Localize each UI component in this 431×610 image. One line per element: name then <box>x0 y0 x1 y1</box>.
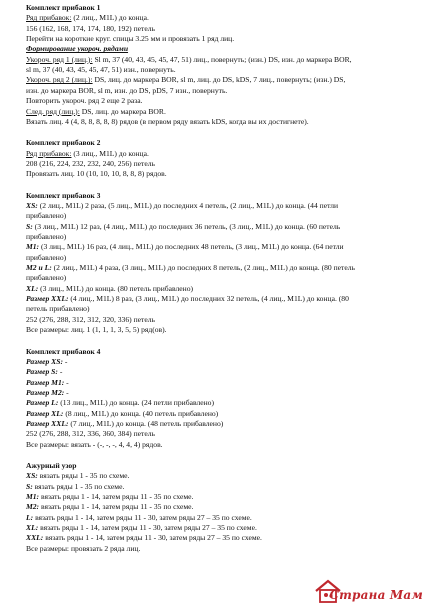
text-line <box>26 242 419 252</box>
text-line <box>26 75 419 85</box>
size-label: S: <box>26 221 33 231</box>
line-text: прибавлено) <box>26 211 67 221</box>
size-label: L: <box>26 512 34 522</box>
subheading: Формирование укороч. рядами <box>26 44 129 54</box>
text-line <box>26 502 419 512</box>
line-text: DS, лиц. до маркера BOR. <box>79 106 166 116</box>
size-label: M1: <box>26 242 40 252</box>
text-line <box>26 13 419 23</box>
text-line <box>26 34 419 44</box>
size-label: Размер XS: <box>26 356 64 366</box>
size-label: S: <box>26 481 33 491</box>
size-label: Размер XL: <box>26 408 64 418</box>
text-line <box>26 107 419 117</box>
line-text: прибавлено) <box>26 252 67 262</box>
text-line <box>26 263 419 273</box>
text-line <box>26 55 419 65</box>
text-line <box>26 294 419 304</box>
line-text: Перейти на короткие круг. спицы 3.25 мм и провязать 1 ряд лиц. <box>26 34 235 44</box>
line-text: вязать ряды 1 - 35 по схеме. <box>32 481 125 491</box>
line-text: вязать ряды 1 - 14, затем ряды 11 - 30, затем ряды 27 – 35 по схеме. <box>38 523 257 533</box>
line-text: прибавлено) <box>26 273 67 283</box>
line-text: (3 лиц., M1L) до конца. <box>71 148 149 158</box>
section-title: Комплект прибавок 3 <box>26 190 101 200</box>
row-label: След. ряд (лиц.): <box>26 106 80 116</box>
size-label: XL: <box>26 283 39 293</box>
text-line <box>26 325 419 335</box>
line-text: (3 лиц., M1L) 16 раз, (4 лиц., M1L) до последних 48 петель, (3 лиц., M1L) до конца. (64 петли <box>39 242 344 252</box>
line-text: вязать ряды 1 - 14, затем ряды 11 - 35 по схеме. <box>39 502 194 512</box>
line-text: DS, лиц. до маркера BOR, sl m, лиц. до DS, kDS, 7 лиц., повернуть; (изн.) DS, <box>92 75 346 85</box>
line-text: (13 лиц., M1L) до конца. (24 петли прибавлено) <box>58 398 214 408</box>
line-text: - <box>64 387 69 397</box>
text-line <box>26 378 419 388</box>
text-line <box>26 232 419 242</box>
text-line <box>26 544 419 554</box>
line-text: - <box>63 356 68 366</box>
section-title: Комплект прибавок 2 <box>26 138 101 148</box>
line-text: Sl m, 37 (40, 43, 45, 45, 47, 51) лиц., повернуть; (изн.) DS, изн. до маркера BOR, <box>92 54 352 64</box>
text-line <box>26 159 419 169</box>
section-title: Комплект прибавок 1 <box>26 3 101 12</box>
section-title: Комплект прибавок 4 <box>26 346 101 356</box>
line-text: Все размеры: лиц. 1 (1, 1, 1, 3, 5, 5) ряд(ов). <box>26 325 167 335</box>
line-text: Все размеры: провязать 2 ряда лиц. <box>26 543 141 553</box>
row-label: Ряд прибавок: <box>26 13 72 23</box>
size-label: M2 и L: <box>26 263 52 273</box>
text-line <box>26 367 419 377</box>
text-line <box>26 117 419 127</box>
size-label: Размер XXL: <box>26 294 69 304</box>
size-label: Размер M1: <box>26 377 65 387</box>
size-label: M1: <box>26 492 40 502</box>
watermark-text: Страна Мам <box>329 588 423 602</box>
text-line <box>26 409 419 419</box>
row-label: Ряд прибавок: <box>26 148 72 158</box>
text-line <box>26 357 419 367</box>
line-text: (2 лиц., M1L) 4 раза, (3 лиц., M1L) до последних 8 петель, (2 лиц., M1L) до конца. (80 петель <box>51 263 355 273</box>
text-line <box>26 492 419 502</box>
text-line <box>26 533 419 543</box>
text-line <box>26 169 419 179</box>
text-line <box>26 86 419 96</box>
line-text: вязать ряды 1 - 14, затем ряды 11 - 35 по схеме. <box>39 492 194 502</box>
size-label: XXL: <box>26 533 44 543</box>
size-label: Размер M2: <box>26 387 65 397</box>
line-text: Все размеры: вязать - (-, -, -, 4, 4, 4) рядов. <box>26 439 163 449</box>
text-line <box>26 201 419 211</box>
text-line <box>26 273 419 283</box>
line-text: 252 (276, 288, 312, 312, 320, 336) петель <box>26 314 155 324</box>
text-line <box>26 304 419 314</box>
line-text: вязать ряды 1 - 14, затем ряды 11 - 30, затем ряды 27 – 35 по схеме. <box>43 533 262 543</box>
line-text: (2 лиц., M1L) 2 раза, (5 лиц., M1L) до последних 4 петель, (2 лиц., M1L) до конца. (44 петли <box>37 200 339 210</box>
size-label: M2: <box>26 502 40 512</box>
text-line <box>26 440 419 450</box>
text-line <box>26 44 419 54</box>
line-text: Повторить укороч. ряд 2 еще 2 раза. <box>26 96 143 106</box>
section-title: Ажурный узор <box>26 461 77 470</box>
text-line <box>26 253 419 263</box>
size-label: Размер XXL: <box>26 418 69 428</box>
size-label: XS: <box>26 200 38 210</box>
line-text: - <box>57 367 63 377</box>
line-text: Провязать лиц. 10 (10, 10, 10, 8, 8, 8) рядов. <box>26 169 167 179</box>
text-line <box>26 149 419 159</box>
text-line <box>26 222 419 232</box>
line-text: (4 лиц., M1L) 8 раз, (3 лиц., M1L) до последних 32 петель, (4 лиц., M1L) до конца. (80 <box>68 294 349 304</box>
line-text: 252 (276, 288, 312, 336, 360, 384) петель <box>26 429 155 439</box>
size-label: XS: <box>26 471 38 481</box>
text-line <box>26 429 419 439</box>
text-line <box>26 398 419 408</box>
text-line <box>26 471 419 481</box>
text-line <box>26 513 419 523</box>
watermark-logo <box>311 576 423 604</box>
text-line <box>26 284 419 294</box>
line-text: (7 лиц., M1L) до конца. (48 петель прибавлено) <box>68 418 224 428</box>
row-label: Укороч. ряд 2 (лиц.): <box>26 75 93 85</box>
text-line <box>26 419 419 429</box>
text-line <box>26 96 419 106</box>
row-label: Укороч. ряд 1 (лиц.): <box>26 54 93 64</box>
line-text: (3 лиц., M1L) 12 раз, (4 лиц., M1L) до последних 36 петель, (3 лиц., M1L) до конца. (60 петель <box>32 221 341 231</box>
text-line <box>26 482 419 492</box>
line-text: sl m, 37 (40, 43, 45, 45, 47, 51) изн., повернуть. <box>26 65 176 75</box>
line-text: 208 (216, 224, 232, 232, 240, 256) петель <box>26 158 155 168</box>
text-line <box>26 523 419 533</box>
text-line <box>26 388 419 398</box>
text-line <box>26 24 419 34</box>
size-label: XL: <box>26 523 39 533</box>
line-text: вязать ряды 1 - 14, затем ряды 11 - 30, затем ряды 27 – 35 по схеме. <box>33 512 252 522</box>
size-label: Размер S: <box>26 367 58 377</box>
line-text: (3 лиц., M1L) до конца. (80 петель прибавлено) <box>38 283 194 293</box>
line-text: прибавлено) <box>26 232 67 241</box>
text-line <box>26 315 419 325</box>
line-text: петель прибавлено) <box>26 304 90 314</box>
line-text: (8 лиц., M1L) до конца. (40 петель прибавлено) <box>63 408 219 418</box>
line-text: изн. до маркера BOR, sl m, изн. до DS, pDS, 7 изн., повернуть. <box>26 85 228 95</box>
line-text: - <box>64 377 69 387</box>
size-label: Размер L: <box>26 398 59 408</box>
line-text: 156 (162, 168, 174, 174, 180, 192) петель <box>26 23 155 33</box>
line-text: (2 лиц., M1L) до конца. <box>71 13 149 23</box>
line-text: Вязать лиц. 4 (4, 8, 8, 8, 8, 8) рядов (в первом ряду вязать kDS, когда вы их достигнете). <box>26 116 309 126</box>
text-line <box>26 65 419 75</box>
line-text: вязать ряды 1 - 35 по схеме. <box>37 471 130 481</box>
text-line <box>26 211 419 221</box>
